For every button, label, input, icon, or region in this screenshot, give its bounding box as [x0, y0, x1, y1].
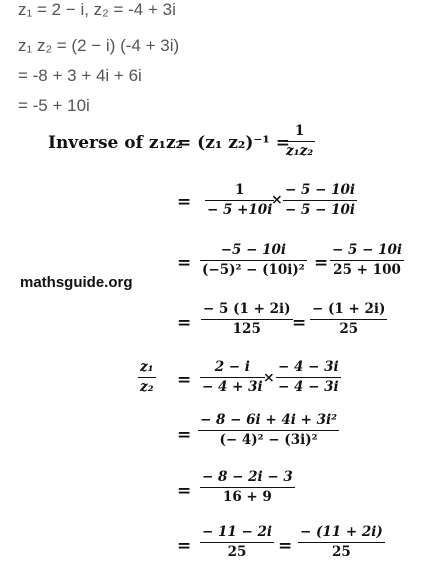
step1-a-numerator: 1: [234, 182, 245, 198]
step2-b-denominator: 25 + 100: [333, 262, 401, 279]
fraction-bar: [200, 377, 265, 378]
step6-numerator: − 8 − 2i − 3: [202, 469, 293, 485]
fraction-bar: [284, 141, 315, 142]
step1-fraction-b: [283, 183, 357, 217]
given-values-line: z₁ = 2 − i, z₂ = -4 + 3i: [18, 0, 176, 19]
step7-fraction-a: [200, 525, 274, 559]
ratio-lhs-denominator: z₂: [140, 379, 154, 396]
fraction-bar: [298, 542, 385, 543]
fraction-bar: [201, 319, 293, 320]
ratio-a-denominator: − 4 + 3i: [202, 379, 263, 396]
step5-numerator: − 8 − 6i + 4i + 3i²: [200, 412, 338, 428]
inverse-frac-denominator: z₁z₂: [286, 143, 314, 160]
equals-sign: =: [292, 313, 307, 333]
step2-a-denominator: (−5)² − (10i)²: [202, 262, 305, 279]
equals-sign: =: [177, 425, 192, 445]
fraction-bar: [283, 200, 357, 201]
fraction-bar: [138, 377, 156, 378]
step3-fraction-b: [310, 302, 387, 336]
ratio-lhs-numerator: z₁: [140, 359, 154, 375]
fraction-bar: [205, 200, 274, 201]
product-line: z₁ z₂ = (2 − i) (-4 + 3i): [18, 36, 180, 55]
expansion-line: = -8 + 3 + 4i + 6i: [18, 66, 142, 85]
step1-b-numerator: − 5 − 10i: [285, 182, 356, 198]
equals-sign: =: [278, 536, 293, 556]
fraction-bar: [200, 487, 295, 488]
step2-fraction-a: [200, 243, 307, 277]
fraction-bar: [310, 319, 387, 320]
inverse-frac-numerator: 1: [294, 123, 305, 139]
step6-fraction: [200, 470, 295, 504]
fraction-bar: [330, 260, 404, 261]
equals-sign: =: [177, 536, 192, 556]
step7-b-numerator: − (11 + 2i): [300, 524, 383, 540]
step7-fraction-b: [298, 525, 385, 559]
inverse-expression: = (z₁ z₂)⁻¹ =: [177, 133, 290, 153]
times-sign: ×: [271, 192, 283, 208]
equals-sign: =: [177, 313, 192, 333]
inverse-fraction: [284, 124, 315, 158]
equals-sign: =: [177, 370, 192, 390]
ratio-a-numerator: 2 − i: [214, 359, 250, 375]
equals-sign: =: [177, 192, 192, 212]
step2-a-numerator: −5 − 10i: [220, 242, 287, 258]
step3-a-denominator: 125: [232, 321, 261, 338]
step1-a-denominator: − 5 +10i: [207, 202, 273, 219]
fraction-bar: [200, 260, 307, 261]
fraction-bar: [198, 430, 339, 431]
step5-denominator: (− 4)² − (3i)²: [219, 432, 318, 449]
step3-a-numerator: − 5 (1 + 2i): [203, 301, 291, 317]
step7-b-denominator: 25: [332, 544, 351, 561]
step1-fraction-a: [205, 183, 274, 217]
ratio-lhs-fraction: [138, 360, 156, 394]
step3-b-denominator: 25: [339, 321, 359, 338]
ratio-fraction-b: [276, 360, 341, 394]
times-sign: ×: [263, 370, 275, 386]
step6-denominator: 16 + 9: [222, 489, 272, 506]
equals-sign: =: [177, 481, 192, 501]
ratio-fraction-a: [200, 360, 265, 394]
equals-sign: =: [314, 253, 329, 273]
step3-fraction-a: [201, 302, 293, 336]
step3-b-numerator: − (1 + 2i): [312, 301, 386, 317]
ratio-b-numerator: − 4 − 3i: [278, 359, 339, 375]
fraction-bar: [276, 377, 341, 378]
equals-sign: =: [177, 253, 192, 273]
step2-b-numerator: − 5 − 10i: [332, 242, 403, 258]
step7-a-numerator: − 11 − 2i: [202, 524, 273, 540]
step7-a-denominator: 25: [227, 544, 247, 561]
ratio-b-denominator: − 4 − 3i: [278, 379, 339, 396]
fraction-bar: [200, 542, 274, 543]
product-result-line: = -5 + 10i: [18, 96, 90, 115]
inverse-label: Inverse of z₁z₂: [48, 133, 184, 153]
step2-fraction-b: [330, 243, 404, 277]
step1-b-denominator: − 5 − 10i: [285, 202, 356, 219]
step5-fraction: [198, 413, 339, 447]
watermark: mathsguide.org: [20, 274, 133, 291]
